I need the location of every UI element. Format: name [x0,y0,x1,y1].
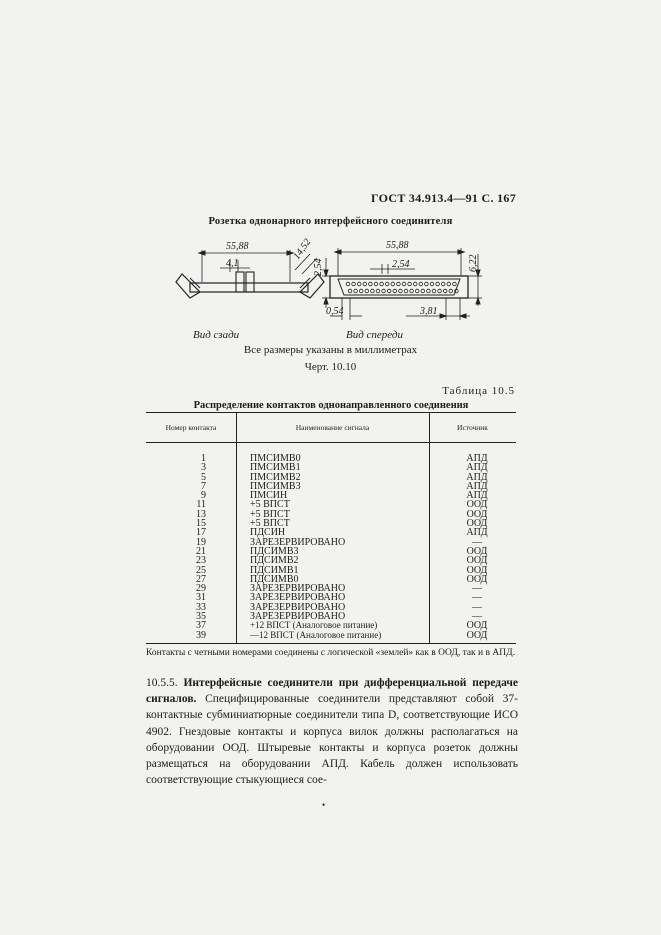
contact-number: 37 [196,620,206,632]
contact-number: 19 [196,536,206,548]
connector-pin [421,289,425,293]
connector-drawing [170,236,510,336]
contact-number: 21 [196,545,206,557]
connector-pin [436,282,440,286]
signal-source: — [472,601,482,613]
connector-pin [438,289,442,293]
view-front-label: Вид спереди [346,329,403,341]
connector-pin [419,282,423,286]
header-source: Источник [457,423,488,432]
contact-number: 11 [196,499,206,511]
contact-number: 3 [201,462,206,474]
signal-source: АПД [466,462,488,474]
signal-name: ПДСИМВ3 [250,545,299,557]
connector-pin [399,289,403,293]
contact-number: 39 [196,629,206,641]
connector-pin [391,282,395,286]
contact-number: 9 [201,490,206,502]
connector-pin [413,282,417,286]
signal-name: ЗАРЕЗЕРВИРОВАНО [250,601,346,613]
connector-pin [393,289,397,293]
dim-left-angle: 14,52 [291,236,314,262]
contact-number: 13 [196,508,206,520]
contact-number: 7 [201,480,206,492]
connector-pin [447,282,451,286]
contact-number: 33 [196,601,206,613]
dim-right-side: 2,54 [313,258,324,276]
view-rear-label: Вид сзади [193,329,240,341]
signal-name: ПМСИМВ3 [250,480,301,492]
signal-name: ЗАРЕЗЕРВИРОВАНО [250,583,346,595]
header-signal-name: Наименование сигнала [295,423,370,432]
dim-right-pitch: 2,54 [392,259,410,270]
signal-name: +12 ВПСТ (Аналоговое питание) [250,620,378,631]
figure-number: Черт. 10.10 [304,361,357,373]
dim-right-height: 6,22 [468,254,479,272]
signal-source: — [472,536,482,548]
connector-pin [354,289,358,293]
section-paragraph [146,675,518,788]
signal-name: ПДСИМВ2 [250,555,299,567]
connector-pin [404,289,408,293]
contact-number: 35 [196,611,206,623]
connector-pin [376,289,380,293]
signal-source: ООД [466,573,488,585]
table-row [146,631,516,640]
header-contact-number: Номер контакта [165,423,217,432]
dim-bottom-right: 3,81 [420,306,438,317]
signal-name: ПДСИМВ0 [250,573,299,585]
connector-pin [410,289,414,293]
signal-name: ПМСИМВ2 [250,471,301,483]
connector-pin [380,282,384,286]
signal-name: ЗАРЕЗЕРВИРОВАНО [250,592,346,604]
signal-name: +5 ВПСТ [250,518,290,530]
connector-pin [415,289,419,293]
table-title: Распределение контактов однонаправленного соединения [193,400,469,411]
table-note: Контакты с четными номерами соединены с логической «землей» как в ООД, так и в АПД. [146,648,515,658]
signal-name: ПДСИМВ1 [250,564,299,576]
dim-left-width: 55,88 [226,241,249,252]
contact-number: 29 [196,583,206,595]
connector-pin [352,282,356,286]
dimensions-note: Все размеры указаны в миллиметрах [243,344,418,356]
signal-source: АПД [466,527,488,539]
signal-source: АПД [466,480,488,492]
contact-table [146,412,516,644]
table-body [146,454,516,640]
signal-source: АПД [466,471,488,483]
dim-left-inner: 4,1 [226,258,239,269]
connector-pins [346,282,458,293]
page-mark: • [322,800,326,810]
connector-pin [348,289,352,293]
connector-pin [374,282,378,286]
contact-number: 25 [196,564,206,576]
signal-source: ООД [466,499,488,511]
signal-name: ПМСИМВ1 [250,462,301,474]
connector-pin [408,282,412,286]
contact-number: 15 [196,518,206,530]
connector-pin [346,282,350,286]
connector-pin [449,289,453,293]
table-rule-header [146,442,516,443]
dim-bottom-left: 0,54 [326,306,344,317]
signal-source: ООД [466,629,488,641]
contact-number: 31 [196,592,206,604]
connector-pin [387,289,391,293]
section-number: 10.5.5. [146,677,178,689]
connector-pin [427,289,431,293]
connector-pin [443,289,447,293]
signal-source: ООД [466,518,488,530]
signal-name: +5 ВПСТ [250,499,290,511]
signal-source: ООД [466,564,488,576]
connector-pin [432,289,436,293]
signal-source: ООД [466,508,488,520]
connector-pin [453,282,457,286]
figure-title: Розетка однонарного интерфейсного соединителя [208,216,453,227]
connector-pin [441,282,445,286]
connector-pin [385,282,389,286]
contact-number: 5 [201,471,206,483]
connector-pin [402,282,406,286]
section-heading: Интерфейсные соединители при дифференциальной передаче сигналов. [146,677,519,706]
signal-source: ООД [466,545,488,557]
connector-pin [369,282,373,286]
signal-name: ПМСИН [250,490,288,502]
signal-source: ООД [466,555,488,567]
dim-right-width: 55,88 [386,240,409,251]
signal-name: ПДСИН [250,527,286,539]
connector-pin [397,282,401,286]
signal-name: ПМСИМВ0 [250,453,301,464]
signal-name: ЗАРЕЗЕРВИРОВАНО [250,611,346,623]
connector-pin [365,289,369,293]
section-body: Специфицированные соединители представляют собой 37-контактные субминиатюрные соединители типа D, соответствующие ИСО 4902. Гнездовые контакты и корпуса вилок должны располагаться на оборудовании ООД. Штыревые контакты и корпуса розеток должны размещаться на оборудовании АПД. Кабель должен использовать соответствующие стыкующиеся сое- [146,693,518,787]
connector-pin [371,289,375,293]
table-rule-top [146,412,516,413]
contact-number: 17 [196,527,206,539]
signal-source: АПД [466,453,488,464]
contact-number: 1 [201,453,206,464]
table-rule-bottom [146,643,516,644]
signal-name: —12 ВПСТ (Аналоговое питание) [250,629,382,640]
connector-pin [425,282,429,286]
signal-source: — [472,592,482,604]
signal-source: АПД [466,490,488,502]
signal-source: — [472,583,482,595]
connector-pin [357,282,361,286]
connector-pin [382,289,386,293]
signal-name: ЗАРЕЗЕРВИРОВАНО [250,536,346,548]
table-label: Таблица 10.5 [442,385,515,397]
contact-number: 23 [196,555,206,567]
signal-source: — [472,611,482,623]
connector-pin [430,282,434,286]
signal-name: +5 ВПСТ [250,508,290,520]
connector-pin [359,289,363,293]
page-header: ГОСТ 34.913.4—91 С. 167 [370,191,516,205]
connector-pin [363,282,367,286]
contact-number: 27 [196,573,206,585]
signal-source: ООД [466,620,488,632]
